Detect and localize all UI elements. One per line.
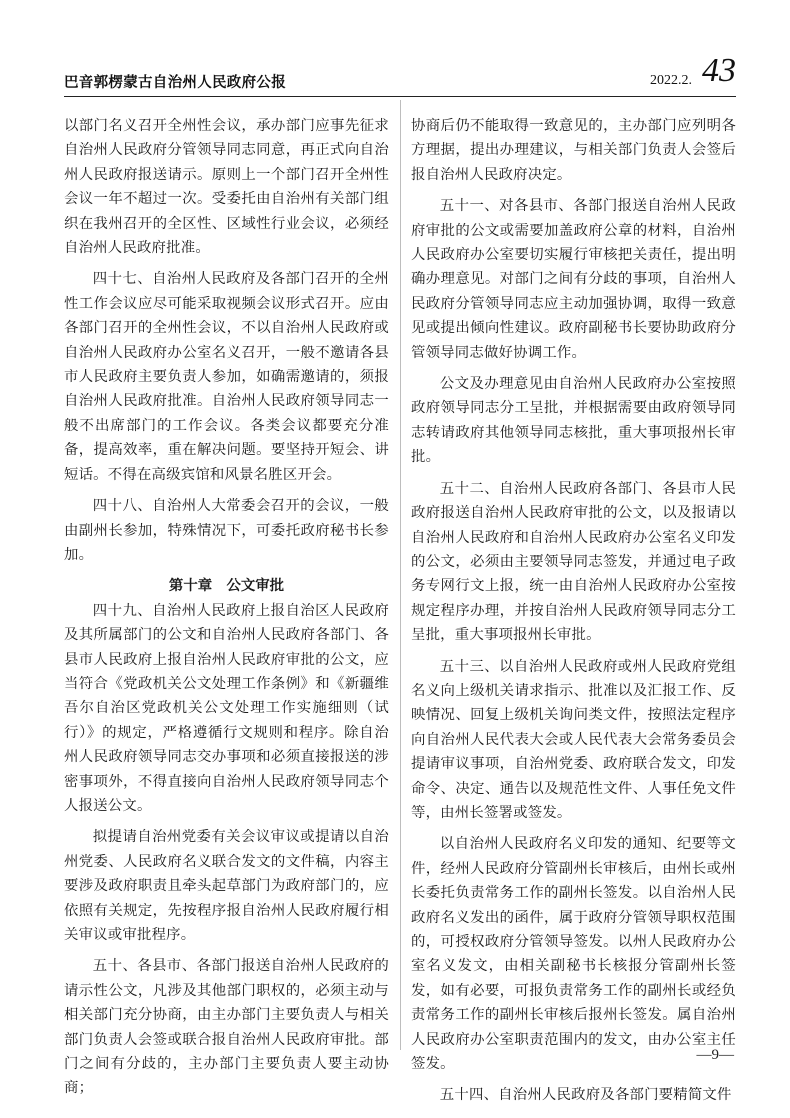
paragraph: 五十、各县市、各部门报送自治州人民政府的请示性公文，凡涉及其他部门职权的，必须主动与相关部门充分协商，由主办部门主要负责人与相关部门负责人会签或联合报自治州人民政府审批。部门之间有分歧的，主办部门主要负责人要主动协商； (64, 958, 389, 1097)
paragraph: 五十三、以自治州人民政府或州人民政府党组名义向上级机关请求指示、批准以及汇报工作、反映情况、回复上级机关询问类文件，按照法定程序向自治州人民代表大会或人民代表大会常务委员会提请审议事项，自治州党委、政府联合发文，印发命令、决定、通告以及规范性文件、人事任免文件等，由州长签署或签发。 (411, 658, 736, 821)
paragraph: 四十七、自治州人民政府及各部门召开的全州性工作会议应尽可能采取视频会议形式召开。应由各部门召开的全州性会议，不以自治州人民政府或自治州人民政府办公室名义召开，一般不邀请各县市人民政府主要负责人参加，如确需邀请的，须报自治州人民政府批准。自治州人民政府领导同志一般不出席部门的工作会议。各类会议都要充分准备，提高效率，重在解决问题。要坚持开短会、讲短话。不得在高级宾馆和风景名胜区开会。 (64, 271, 389, 483)
paragraph: 公文及办理意见由自治州人民政府办公室按照政府领导同志分工呈批，并根据需要由政府领导同志转请政府其他领导同志核批，重大事项报州长审批。 (411, 376, 736, 466)
issue-number: 43 (702, 52, 736, 89)
paragraph: 以部门名义召开全州性会议，承办部门应事先征求自治州人民政府分管领导同志同意，再正式向自治州人民政府报送请示。原则上一个部门召开全州性会议一年不超过一次。受委托由自治州有关部门组织在我州召开的全区性、区域性行业会议，必须经自治州人民政府批准。 (64, 118, 389, 257)
column-divider (400, 100, 401, 1050)
paragraph: 四十八、自治州人大常委会召开的会议，一般由副州长参加，特殊情况下，可委托政府秘书长参加。 (64, 498, 389, 563)
chapter-heading: 第十章 公文审批 (168, 578, 285, 595)
paragraph: 五十四、自治州人民政府及各部门要精简文件 (439, 1087, 732, 1104)
paragraph: 四十九、自治州人民政府上报自治区人民政府及其所属部门的公文和自治州人民政府各部门、各县市人民政府上报自治州人民政府审批的公文，应当符合《党政机关公文处理工作条例》和《新疆维吾尔自治区党政机关公文处理工作实施细则（试行）》的规定，严格遵循行文规则和程序。除自治州人民政府领导同志交办事项和必须直接报送的涉密事项外，不得直接向自治州人民政府领导同志个人报送公文。 (64, 602, 389, 814)
gazette-title: 巴音郭楞蒙古自治州人民政府公报 (64, 75, 286, 91)
page-header (64, 54, 736, 94)
issue-date: 2022.2. (650, 73, 692, 88)
paragraph: 五十一、对各县市、各部门报送自治州人民政府审批的公文或需要加盖政府公章的材料，自治州人民政府办公室要切实履行审核把关责任，提出明确办理意见。对部门之间有分歧的事项，自治州人民政府分管领导同志应主动加强协调，取得一致意见或提出倾向性建议。政府副秘书长要协助政府分管领导同志做好协调工作。 (411, 198, 736, 361)
right-column (411, 114, 736, 1104)
paragraph: 拟提请自治州党委有关会议审议或提请以自治州党委、人民政府名义联合发文的文件稿，内容主要涉及政府职责且牵头起草部门为政府部门的，应依照有关规定，先按程序报自治州人民政府履行相关审议或审批程序。 (64, 829, 389, 943)
page-number: —9— (696, 1047, 734, 1063)
paragraph: 协商后仍不能取得一致意见的，主办部门应列明各方理据，提出办理建议，与相关部门负责人会签后报自治州人民政府决定。 (411, 118, 736, 183)
header-rule (64, 96, 736, 97)
paragraph: 五十二、自治州人民政府各部门、各县市人民政府报送自治州人民政府审批的公文，以及报请以自治州人民政府和自治州人民政府办公室名义印发的公文，必须由主要领导同志签发，并通过电子政务专网行文上报，统一由自治州人民政府办公室按规定程序办理，并按自治州人民政府领导同志分工呈批，重大事项报州长审批。 (411, 480, 736, 644)
paragraph: 以自治州人民政府名义印发的通知、纪要等文件，经州人民政府分管副州长审核后，由州长或州长委托负责常务工作的副州长签发。以自治州人民政府名义发出的函件，属于政府分管领导职权范围的，可授权政府分管领导签发。以州人民政府办公室名义发文，由相关副秘书长核报分管副州长签发，如有必要，可报负责常务工作的副州长或经负责常务工作的副州长审核后报州长签发。属自治州人民政府办公室职责范围内的发文，由办公室主任签发。 (411, 836, 736, 1073)
left-column (64, 114, 389, 1097)
